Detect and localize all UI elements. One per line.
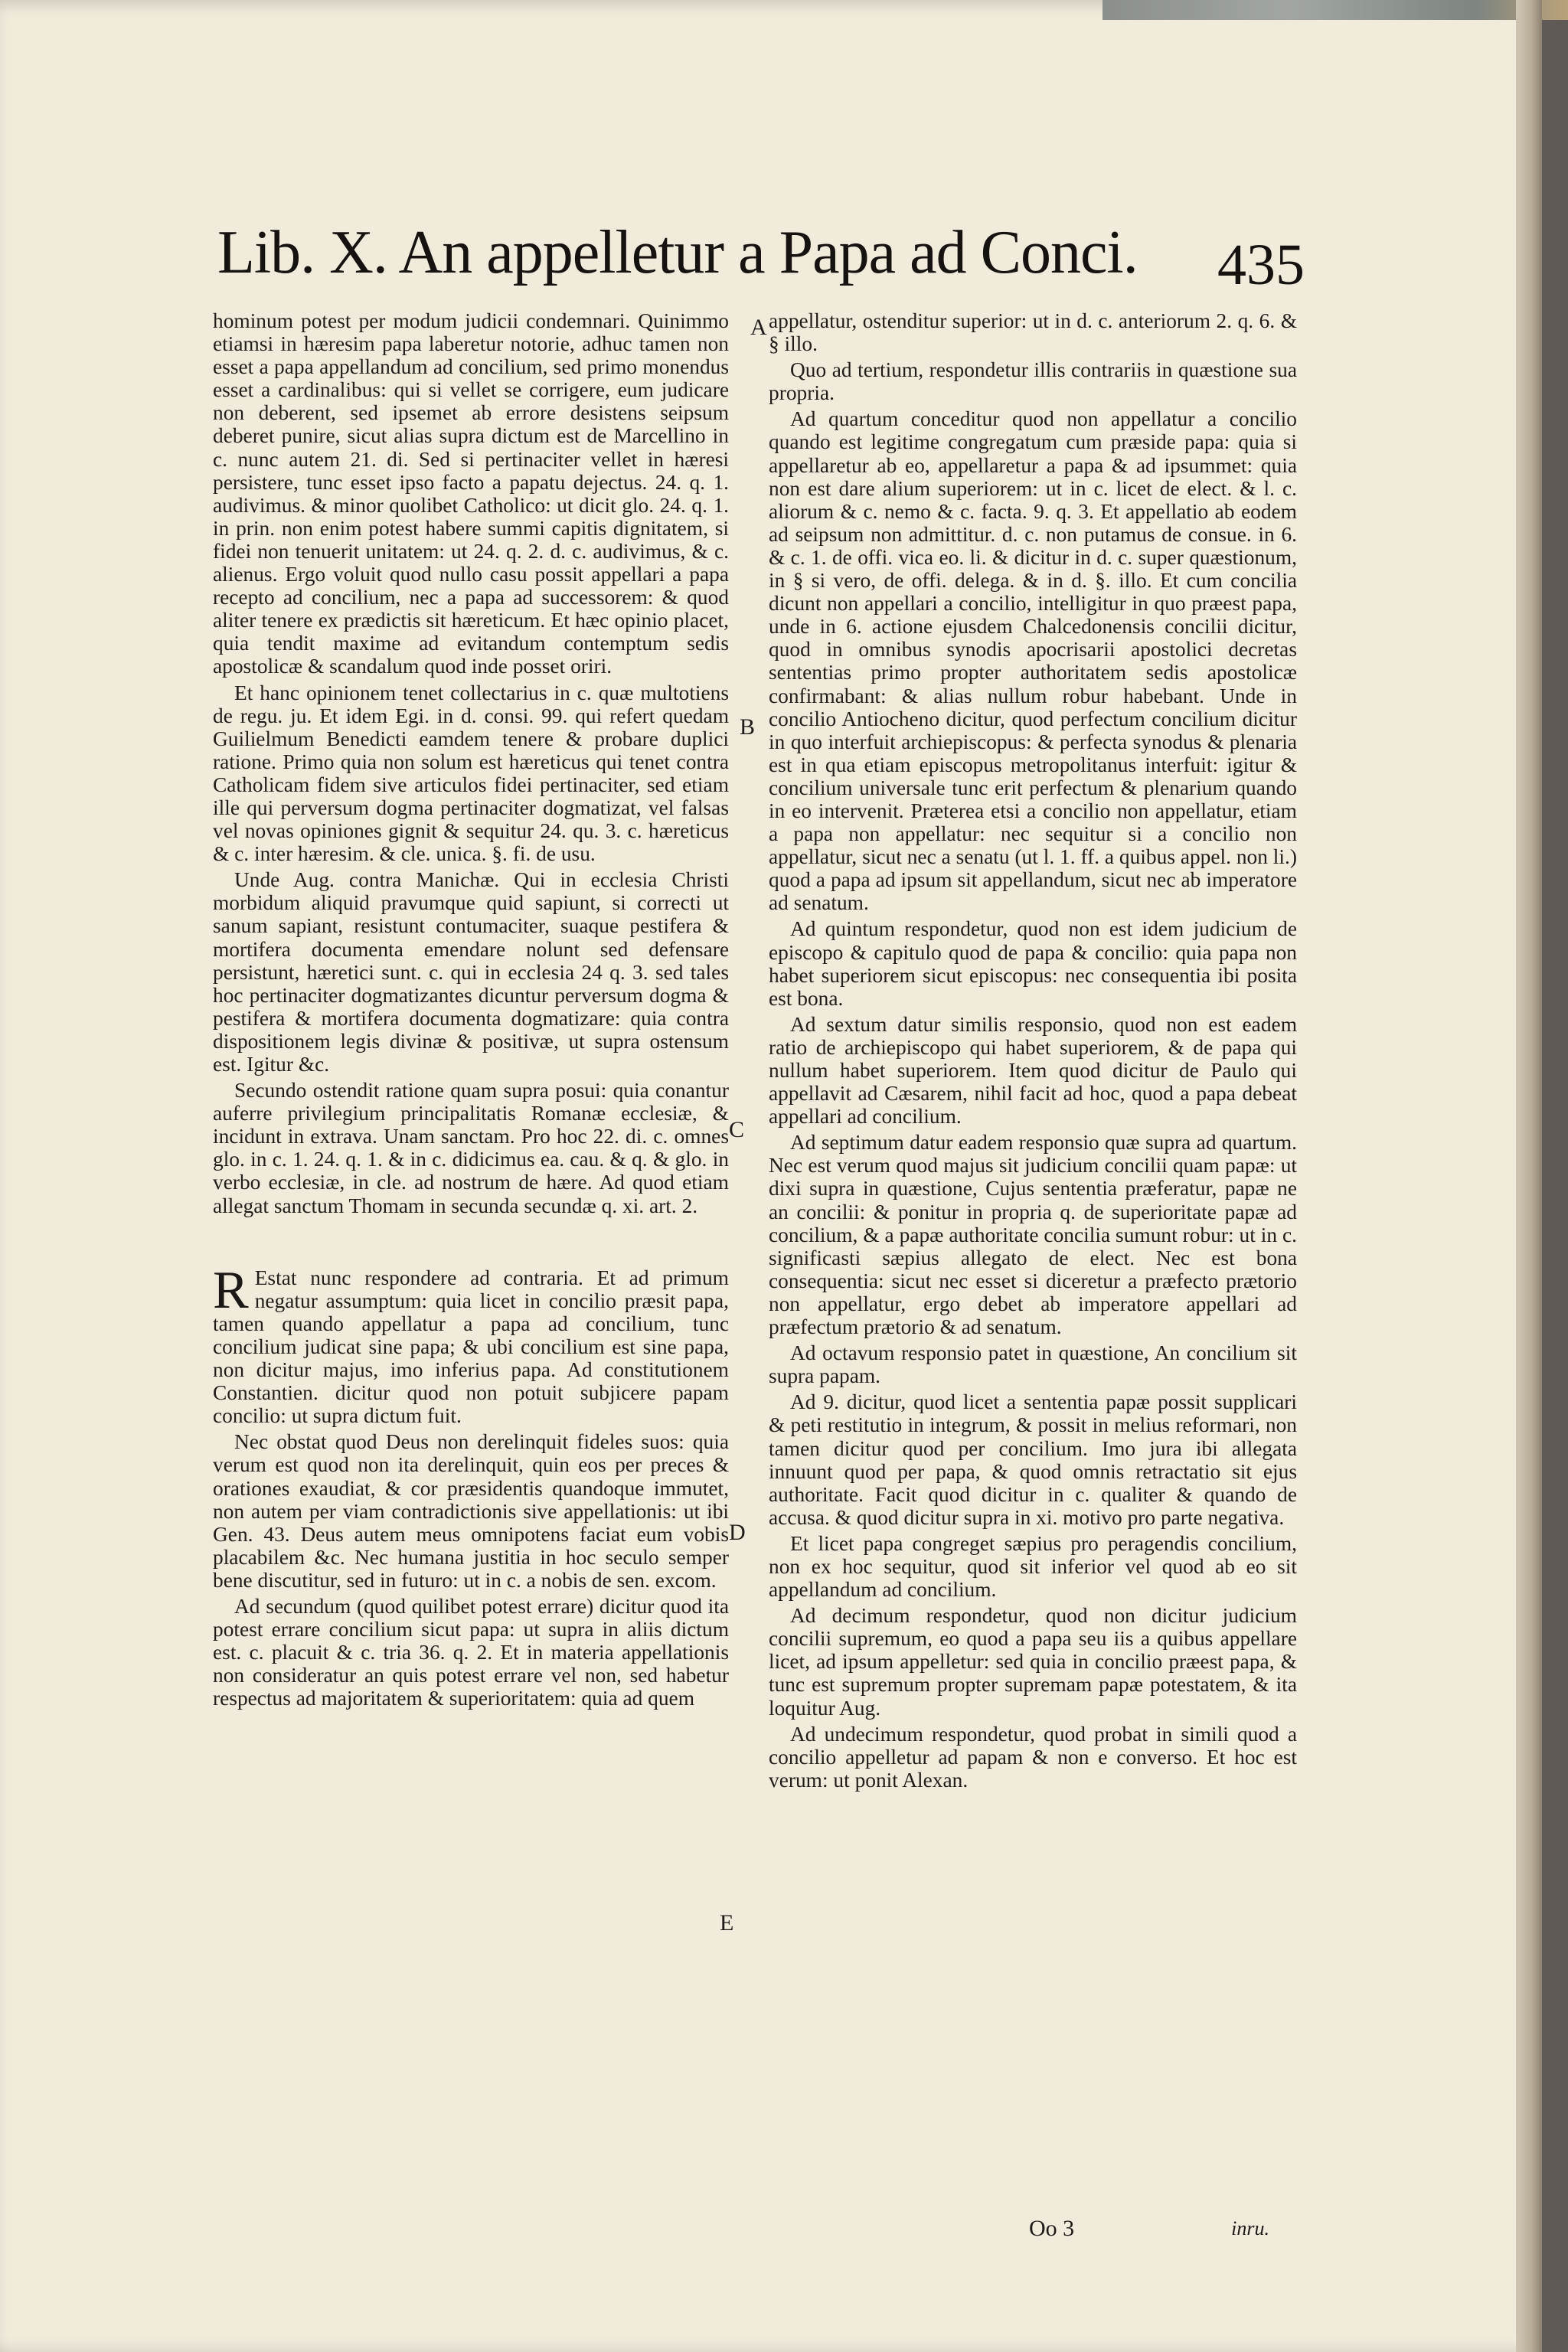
paragraph: Ad secundum (quod quilibet potest errare) dicitur quod ita potest errare concilium sicut papa: ut supra in aliis dictum est. c. placuit & c. tria 36. q. 2. Et in materia appellationis non consideratur an quis potest errare vel non, sed habetur respectus ad majoritatem & superioritatem: quia ad quem [213, 1594, 729, 1710]
paragraph: Ad octavum responsio patet in quæstione, An concilium sit supra papam. [769, 1341, 1297, 1388]
paragraph-text: Estat nunc respondere ad contraria. Et ad primum negatur assumptum: quia licet in concilio præsit papa, tamen quando appellatur a papa ad concilium, tunc concilium judicat sine papa; & ubi concilium est sine papa, non dicitur majus, imo inferius papa. Ad constitutionem Constantien. dicitur quod non potuit subjicere papam concilio: ut supra dictum fuit. [213, 1266, 729, 1428]
paragraph: Ad septimum datur eadem responsio quæ supra ad quartum. Nec est verum quod majus sit judicium concilii quam papæ: ut dixi supra in quæstione, Cujus sententia præferatur, papæ ne an concilii: & ponitur in propria q. de superioritate papæ ad concilium, & a papæ authoritate concilia sumunt robur: ut in c. significasti sæpius allegato de elect. Nec est bona consequentia: sicut nec esset si diceretur a præfecto prætorio non appellatur, ergo debet ab imperatore appellari ad præfectum prætorio & ad senatum. [769, 1131, 1297, 1339]
left-column [213, 309, 729, 1713]
signature-line [769, 2215, 1297, 2246]
margin-mark-e: E [720, 1910, 734, 1936]
margin-mark-b: B [740, 714, 756, 740]
background-strip [1102, 0, 1568, 20]
running-title: Lib. X. An appelletur a Papa ad Conci. [217, 219, 1138, 286]
paragraph: Ad 9. dicitur, quod licet a sententia papæ possit supplicari & peti restitutio in integrum, & possit in melius reformari, non tamen dicitur quod per concilium. Imo jura ibi allegata innuunt quod per papa, & quod omnis retractatio sit ejus authoritate. Facit quod dicitur in c. qualiter & quando de accusa. & quod dicitur supra in xi. motivo pro parte negativa. [769, 1390, 1297, 1529]
paragraph: Ad quartum conceditur quod non appellatur a concilio quando est legitime congregatum cum præside papa: quia si appellaretur ab eo, appellaretur a papa & ad ipsummet: quia non est dare alium superiorem: ut in c. licet de elect. & l. c. aliorum & c. nemo & c. facta. 9. q. 3. Et appellatio ab eodem ad seipsum non admittitur. d. c. non putamus de consue. in 6. & c. 1. de offi. vica eo. li. & dicitur in d. c. super quæstionum, in § si vero, de offi. delega. & in d. §. illo. Et cum concilia dicunt non appellari a concilio, intelligitur in quo præest papa, unde in 6. actione ejusdem Chalcedonensis concilii dicitur, quod in omnibus synodis apocrisarii apostolici decretas sententias primo propter authoritatem sedis apostolicæ confirmabant: & alias nullum robur habebant. Unde in concilio Antiocheno dicitur, quod perfectum concilium dicitur in quo interfuit archiepiscopus: & perfecta synodus & plenaria est in qua etiam episcopus metropolitanus interfuit: igitur & concilium universale tunc erit perfectum & plenarium quando in eo intervenit. Præterea etsi a concilio non appellatur, etiam a papa non appellatur: nec sequitur si a concilio non appellatur, sicut nec a senatu (ut l. 1. ff. a quibus appel. non li.) quod a papa ad ipsum sit appellandum, sicut nec ab imperatore ad senatum. [769, 407, 1297, 915]
paragraph: Nec obstat quod Deus non derelinquit fideles suos: quia verum est quod non ita derelinquit, quin eos per preces & orationes exaudiat, & cor præsidentis quandoque immutet, non autem per viam contradictionis sive appellationis: ut ibi Gen. 43. Deus autem meus omnipotens faciat eum vobis placabilem &c. Nec humana justitia in hoc seculo semper bene discutitur, sed in futuro: ut in c. a nobis de sen. excom. [213, 1430, 729, 1592]
drop-cap-initial: R [213, 1260, 249, 1320]
margin-mark-c: C [729, 1117, 745, 1142]
paragraph: Secundo ostendit ratione quam supra posui: quia conantur auferre privilegium principalitatis Romanæ ecclesiæ, & incidunt in extrava. Unam sanctam. Pro hoc 22. di. c. omnes glo. in c. 1. 24. q. 1. & in c. didicimus ea. cau. & q. & glo. in verbo ecclesiæ, in cle. ad nostrum de hære. Ad quod etiam allegat sanctum Thomam in secunda secundæ q. xi. art. 2. [213, 1079, 729, 1217]
paragraph: Ad decimum respondetur, quod non dicitur judicium concilii supremum, eo quod a papa seu iis a quibus appellare licet, ad ipsum appelletur: sed quia in concilio præest papa, & tunc est supremum propter supremam papæ potestatem, & ita loquitur Aug. [769, 1604, 1297, 1720]
paragraph: Unde Aug. contra Manichæ. Qui in ecclesia Christi morbidum aliquid pravumque quid sapiunt, si correcti ut sanum sapiant, resistunt contumaciter, suaque pestifera & mortifera documenta emendare nolunt sed defensare persistunt, hæretici sunt. c. qui in ecclesia 24 q. 3. sed tales hoc pertinaciter dogmatizantes dicuntur perversum dogma & pestifera & mortifera documenta dogmatizare: quia contra dispositionem legis divinæ & positivæ, ut supra ostensum est. Igitur &c. [213, 868, 729, 1076]
paragraph: Ad quintum respondetur, quod non est idem judicium de episcopo & capitulo quod de papa & concilio: quia papa non habet superiorem sicut episcopus: nec consequentia ibi posita est bona. [769, 917, 1297, 1010]
paragraph: Quo ad tertium, respondetur illis contrariis in quæstione sua propria. [769, 358, 1297, 405]
page-number: 435 [1217, 233, 1305, 297]
margin-mark-d: D [729, 1520, 746, 1545]
right-column [769, 309, 1297, 1795]
paragraph: Et hanc opinionem tenet collectarius in c. quæ multotiens de regu. ju. Et idem Egi. in d. consi. 99. qui refert quedam Guilielmum Benedicti eamdem tenere & probare duplici ratione. Primo quia non solum est hæreticus qui tenet contra Catholicam fidem sive articulos fidei pertinaciter, sed etiam ille qui perversum dogma pertinaciter dogmatizat, vel falsas vel novas opiniones gignit & sequitur 24. qu. 3. c. hæreticus & c. inter hæresim. & cle. unica. §. fi. de usu. [213, 681, 729, 866]
catchword: inru. [1231, 2217, 1269, 2239]
margin-mark-a: A [750, 315, 767, 340]
page-header [217, 208, 1305, 323]
paragraph: Ad sextum datur similis responsio, quod non est eadem ratio de archiepiscopo qui habet superiorem, & de papa qui nullum habet superiorem. Item quod dicitur de Paulo qui appellavit ad Cæsarem, nihil facit ad hoc, quod a papa debeat appellari ad concilium. [769, 1012, 1297, 1129]
paragraph: appellatur, ostenditur superior: ut in d. c. anteriorum 2. q. 6. & § illo. [769, 309, 1297, 356]
signature-mark: Oo 3 [1029, 2216, 1075, 2241]
paragraph: Ad undecimum respondetur, quod probat in simili quod a concilio appelletur ad papam & non e converso. Et hoc est verum: ut ponit Alexan. [769, 1722, 1297, 1792]
page-edge [1516, 0, 1542, 2352]
paragraph: hominum potest per modum judicii condemnari. Quinimmo etiamsi in hæresim papa laberetur notorie, adhuc tamen non esset a papa appellandum ad concilium, sed primo monendus esset a cardinalibus: qui si vellet se corrigere, eum judicare non deberent, sed ipsemet ab errore desistens seipsum deberet punire, sicut alias supra dictum est de Marcellino in c. nunc autem 21. di. Sed si pertinaciter vellet in hæresi persistere, tunc esset ipso facto a papatu dejectus. 24. q. 1. audivimus. & minor quolibet Catholico: ut dicit glo. 24. q. 1. in prin. non enim potest habere summi capitis dignitatem, si fidei non tenuerit unitatem: ut 24. q. 2. d. c. audivimus, & c. alienus. Ergo voluit quod nullo casu possit appellari a papa recepto ad concilium, nec a papa ad successorem: & quod aliter tenere ex prædictis sit hæreticum. Et hæc opinio placet, quia tendit maxime ad evitandum contemptum sedis apostolicæ & scandalum quod inde posset oriri. [213, 309, 729, 678]
paragraph: Et licet papa congreget sæpius pro peragendis concilium, non ex hoc sequitur, quod sit inferior vel quod ab eo sit appellandum ad concilium. [769, 1531, 1297, 1602]
paragraph-with-initial [213, 1260, 729, 1428]
